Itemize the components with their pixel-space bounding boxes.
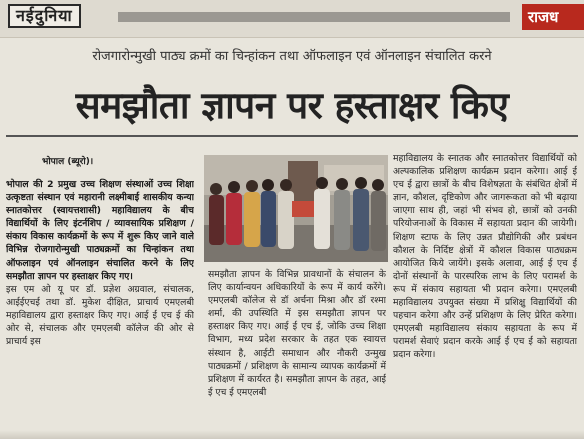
article-lead-paragraph: भोपाल की 2 प्रमुख उच्च शिक्षण संस्थाओं उच्च शिक्षा उत्कृष्टता संस्थान एवं महारानी लक्ष्मीबाई शासकीय कन्या स्नातकोत्तर (स्वायत्तशासी) महाविद्यालय के बीच विद्यार्थियों के लिए इंटर्नशिप / व्यावसायिक प्रशिक्षण / संकाय विकास कार्यक्रमों के रूप में शुरू किए जाने वाले विभिन्न रोजगारोन्मुखी पाठ्यक्रमों का चिन्हांकन तथा ऑफलाइन एवं ऑनलाइन संचालित करने के लिए समझौता ज्ञापन पर हस्ताक्षर किए गए। — [6, 179, 194, 282]
masthead-divider-bar — [118, 12, 510, 22]
newspaper-logo: नईदुनिया — [8, 4, 81, 28]
article-column-2 — [208, 268, 386, 434]
article-paragraph: इस एम ओ यू पर डॉ. प्रज्ञेश अग्रवाल, संचालक, आईईएचई तथा डॉ. मुकेश दीक्षित, प्राचार्य एमएलबी महाविद्यालय द्वारा हस्ताक्षर किए गए। आई ई एच ई की ओर से, संचालक और एमएलबी कॉलेज की ओर से प्राचार्य इस — [6, 283, 194, 348]
article-paragraph: महाविद्यालय के स्नातक और स्नातकोत्तर विद्यार्थियों को अल्पकालिक प्रशिक्षण कार्यक्रम प्रदान करेगा। आई ई एच ई द्वारा छात्रों के बीच विशेषज्ञता के संबंधित क्षेत्रों में ज्ञान, कौशल, दृष्टिकोण और जागरूकता को भी बढ़ाया जाएगा साथ ही, जहां भी संभव हो, छात्रों को उनकी परियोजनाओं के विकास में सहायता प्रदान की जायेगी। शिक्षण स्टाफ के लिए उन्नत प्रौद्योगिकी और प्रबंधन कौशल के निर्दिष्ट क्षेत्रों में कौशल विकास पाठ्यक्रम आयोजित किये जायेंगे। इसके अलावा, आई ई एच ई दोनों संस्थानों के पारस्परिक लाभ के लिए परामर्श के रूप में संकाय सहायता भी प्रदान करेगा। एमएलबी महाविद्यालय उपयुक्त संख्या में प्रशिक्षु विद्यार्थियों की पहचान करेगा और उन्हें प्रशिक्षण के लिए प्रेरित करेगा। एमएलबी महाविद्यालय संकाय सहायता के रूप में परामर्श सेवाएं प्रदान करके आई ई एच ई को सहायता प्रदान करेगा। — [393, 153, 577, 361]
article-column-1 — [6, 178, 194, 434]
kicker-line: रोजगारोन्मुखी पाठ्य क्रमों का चिन्हांकन तथा ऑफलाइन एवं ऑनलाइन संचालित करने — [92, 49, 492, 64]
headline: समझौता ज्ञापन पर हस्ताक्षर किए — [75, 84, 509, 127]
group-photo-illustration — [204, 155, 388, 262]
dateline: भोपाल (ब्यूरो)। — [42, 157, 94, 167]
masthead-strip — [0, 0, 584, 38]
page-bottom-fade — [0, 430, 584, 439]
section-tag: राजध — [522, 4, 584, 30]
article-column-3 — [393, 152, 577, 434]
article-paragraph: समझौता ज्ञापन के विभिन्न प्रावधानों के संचालन के लिए कार्यान्वयन अधिकारियों के रूप में कार्य करेंगे। एमएलबी कॉलेज से डॉ अर्चना मिश्रा और डॉ रश्मा शर्मा, की उपस्थिति में इस समझौता ज्ञापन पर हस्ताक्षर किए गए। आई ई एच ई, जोकि उच्च शिक्षा विभाग, मध्य प्रदेश सरकार के तहत एक स्वायत्त संस्थान है, आईटी समाधान और नौकरी उन्मुख पाठ्यक्रमों / प्रशिक्षण के सामान्य व्यापक कार्यक्रमों में प्रशिक्षण में कार्यरत है। समझौता ज्ञापन के तहत, आई ई एच ई एमएलबी — [208, 269, 386, 398]
headline-rule — [6, 135, 578, 137]
news-photo — [204, 155, 388, 262]
